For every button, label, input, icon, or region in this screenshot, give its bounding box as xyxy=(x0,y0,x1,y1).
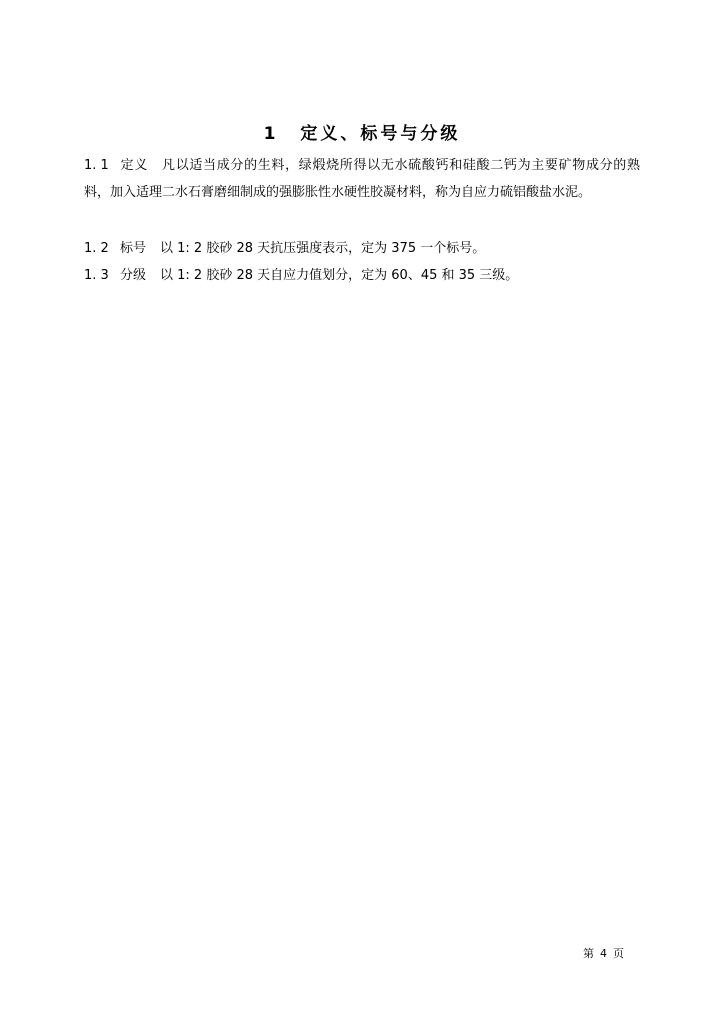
section-text: 以 1: 2 胶砂 28 天自应力值划分，定为 60、45 和 35 三级。 xyxy=(160,268,519,283)
section-term: 定义 xyxy=(120,158,149,173)
paragraph xyxy=(84,235,640,262)
section-term: 标号 xyxy=(120,241,147,256)
section-term: 分级 xyxy=(120,268,147,283)
section-number: 1. 2 xyxy=(84,241,109,256)
section-grade-mark xyxy=(84,235,640,262)
page-number: 4 xyxy=(600,947,607,960)
paragraph xyxy=(84,152,640,206)
page-prefix: 第 xyxy=(583,947,594,960)
section-classification xyxy=(84,262,640,289)
section-text: 以 1: 2 胶砂 28 天抗压强度表示，定为 375 一个标号。 xyxy=(160,241,486,256)
page-footer xyxy=(583,946,624,962)
section-text: 凡以适当成分的生料，绿煅烧所得以无水硫酸钙和硅酸二钙为主要矿物成分的熟料，加入适理二水石膏磨细制成的强膨胀性水硬性胶凝材料，称为自应力硫铝酸盐水泥。 xyxy=(84,158,640,200)
chapter-heading xyxy=(0,122,724,146)
section-definition xyxy=(84,152,640,206)
section-number: 1. 1 xyxy=(84,158,109,173)
paragraph xyxy=(84,262,640,289)
section-number: 1. 3 xyxy=(84,268,109,283)
page-suffix: 页 xyxy=(613,947,624,960)
chapter-number: 1 xyxy=(263,124,279,144)
chapter-title: 定义、标号与分级 xyxy=(300,124,461,144)
